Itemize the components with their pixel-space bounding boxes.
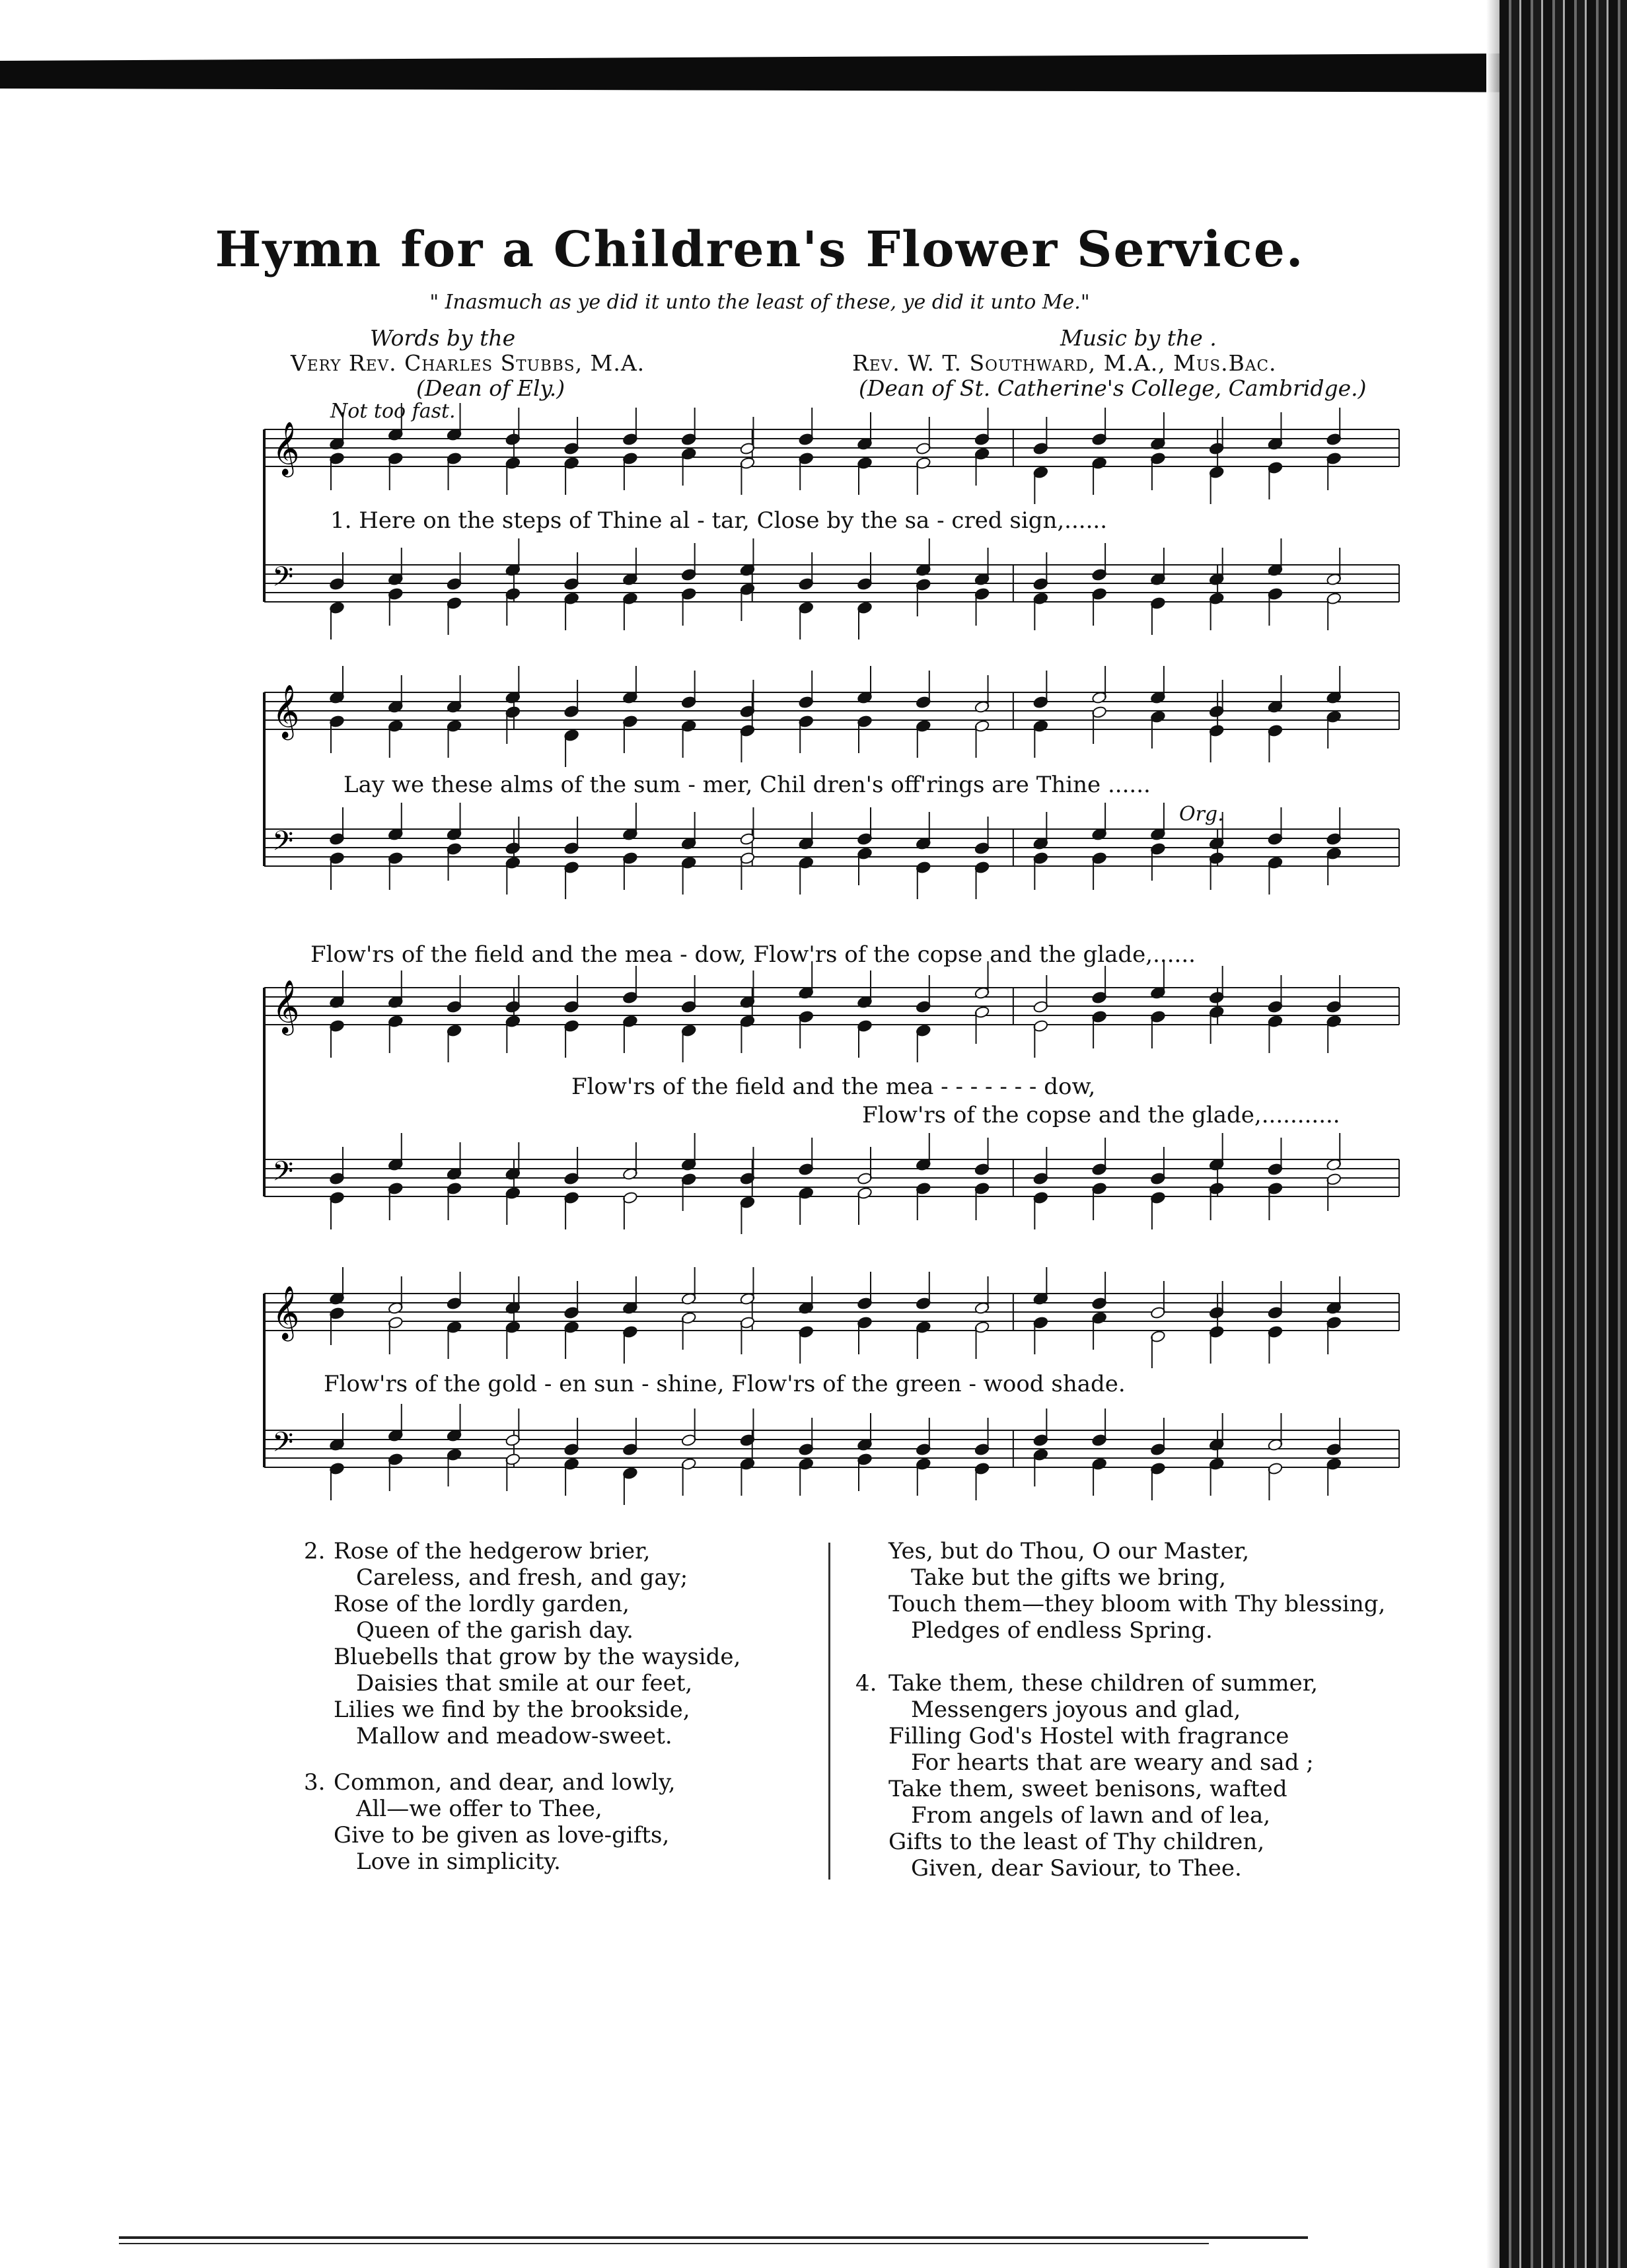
lyric-line-4: Flow'rs of the gold - en sun - shine, Flow'rs of the green - wood shade. bbox=[324, 1371, 1126, 1397]
epigraph: " Inasmuch as ye did it unto the least of these, ye did it unto Me." bbox=[429, 291, 1090, 314]
words-role: (Dean of Ely.) bbox=[416, 375, 565, 401]
verse-4-lines bbox=[888, 1670, 1318, 1882]
bass-clef: 𝄢 bbox=[272, 825, 294, 863]
verse-line: Given, dear Saviour, to Thee. bbox=[911, 1855, 1242, 1882]
verse-line: Yes, but do Thou, O our Master, bbox=[888, 1538, 1250, 1564]
lyric-line-2: Lay we these alms of the sum - mer, Chil dren's off'rings are Thine ...... bbox=[343, 772, 1151, 798]
verse-2 bbox=[304, 1538, 325, 1564]
verse-line: Take them, these children of summer, bbox=[888, 1670, 1319, 1697]
verse-line: Lilies we find by the brookside, bbox=[334, 1697, 690, 1723]
verse-line: Messengers joyous and glad, bbox=[911, 1697, 1241, 1723]
verse-line: Daisies that smile at our feet, bbox=[356, 1670, 693, 1697]
verse-line: From angels of lawn and of lea, bbox=[911, 1802, 1271, 1829]
verse-line: Common, and dear, and lowly, bbox=[334, 1769, 676, 1796]
verse-line: Filling God's Hostel with fragrance bbox=[888, 1723, 1289, 1749]
verse-line: Rose of the lordly garden, bbox=[334, 1591, 630, 1617]
verse-3-lines bbox=[334, 1769, 676, 1875]
bass-clef: 𝄢 bbox=[272, 561, 294, 599]
verse-3-continued-lines bbox=[888, 1538, 1385, 1644]
verse-line: Gifts to the least of Thy children, bbox=[888, 1829, 1265, 1855]
music-role: (Dean of St. Catherine's College, Cambridge.) bbox=[859, 375, 1367, 401]
verse-line: Pledges of endless Spring. bbox=[911, 1617, 1213, 1644]
treble-clef: 𝄞 bbox=[272, 684, 300, 738]
verse-line: Careless, and fresh, and gay; bbox=[356, 1564, 688, 1591]
treble-clef: 𝄞 bbox=[272, 979, 300, 1033]
verse-4-number: 4. bbox=[855, 1670, 877, 1697]
verse-line: Bluebells that grow by the wayside, bbox=[334, 1644, 741, 1670]
lyric-line-3-low: Flow'rs of the copse and the glade,........... bbox=[862, 1102, 1340, 1128]
scan-bottom-rule-2 bbox=[119, 2243, 1209, 2244]
verse-2-lines bbox=[334, 1538, 741, 1749]
treble-clef: 𝄞 bbox=[272, 1285, 300, 1339]
verse-line: Rose of the hedgerow brier, bbox=[334, 1538, 651, 1564]
tempo-marking: Not too fast. bbox=[330, 400, 456, 423]
verse-line: Queen of the garish day. bbox=[356, 1617, 633, 1644]
page-title: Hymn for a Children's Flower Service. bbox=[215, 221, 1305, 278]
words-author: Very Rev. Charles Stubbs, M.A. bbox=[291, 350, 645, 376]
verse-line: Mallow and meadow-sweet. bbox=[356, 1723, 672, 1749]
column-divider bbox=[828, 1543, 830, 1880]
words-label: Words by the bbox=[370, 325, 516, 351]
verse-line: Give to be given as love-gifts, bbox=[334, 1822, 670, 1848]
lyric-line-3-top: Flow'rs of the field and the mea - dow, Flow'rs of the copse and the glade,...... bbox=[310, 941, 1196, 968]
verse-line: All—we offer to Thee, bbox=[356, 1796, 602, 1822]
verse-2-number: 2. bbox=[304, 1538, 326, 1564]
verse-3-number: 3. bbox=[304, 1769, 326, 1796]
verse-line: Touch them—they bloom with Thy blessing, bbox=[888, 1591, 1386, 1617]
lyric-line-3-mid: Flow'rs of the field and the mea - - - - - - - dow, bbox=[571, 1074, 1096, 1100]
verse-line: For hearts that are weary and sad ; bbox=[911, 1749, 1314, 1776]
music-author: Rev. W. T. Southward, M.A., Mus.Bac. bbox=[852, 350, 1277, 376]
verse-3 bbox=[304, 1769, 325, 1796]
verse-4 bbox=[855, 1670, 877, 1697]
verse-line: Love in simplicity. bbox=[356, 1848, 561, 1875]
verse-line: Take them, sweet benisons, wafted bbox=[888, 1776, 1287, 1802]
scan-bottom-rule bbox=[119, 2236, 1308, 2239]
lyric-line-1: 1. Here on the steps of Thine al - tar, Close by the sa - cred sign,...... bbox=[330, 507, 1108, 534]
bass-clef: 𝄢 bbox=[272, 1155, 294, 1194]
organ-marking: Org. bbox=[1179, 803, 1224, 826]
bass-clef: 𝄢 bbox=[272, 1426, 294, 1465]
verse-line: Take but the gifts we bring, bbox=[911, 1564, 1226, 1591]
treble-clef: 𝄞 bbox=[272, 421, 300, 475]
music-label: Music by the . bbox=[1060, 325, 1217, 351]
